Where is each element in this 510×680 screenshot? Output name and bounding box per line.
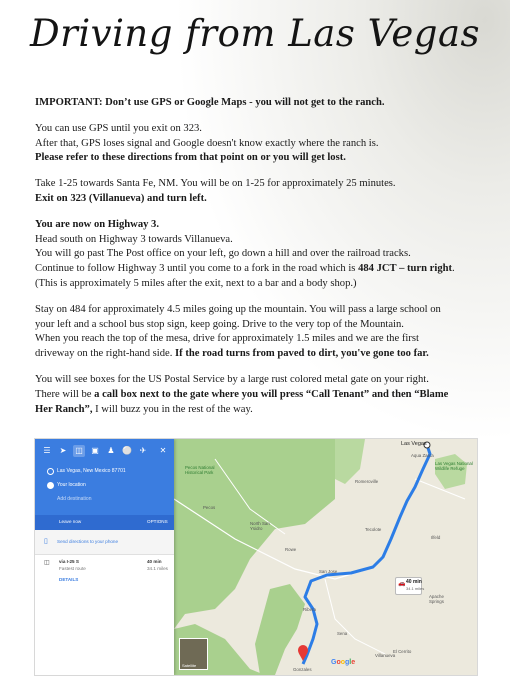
gate-paragraph (35, 373, 480, 417)
close-icon[interactable]: ✕ (159, 446, 167, 455)
phone-icon: ▯ (44, 538, 48, 545)
gps-line-2: After that, GPS loses signal and Google doesn't know exactly where the ranch is. (35, 137, 379, 149)
hwy484-paragraph (35, 303, 480, 362)
hwy3-paragraph (35, 218, 480, 292)
i25-line-1: Take 1-25 towards Santa Fe, NM. You will be on 1-25 for approximately 25 minutes. (35, 178, 396, 190)
place-label: Tecolote (365, 527, 382, 532)
place-label: Aqua Zarca (411, 453, 434, 458)
gate-line-2-text: There will be (35, 388, 95, 400)
gps-line-1: You can use GPS until you exit on 323. (35, 122, 202, 134)
place-label: Rowe (285, 547, 297, 552)
important-paragraph (35, 96, 480, 111)
callout-distance: 34.1 miles (406, 586, 425, 591)
leave-now-bar (35, 515, 174, 530)
send-directions-link[interactable]: Send directions to your phone (57, 539, 119, 544)
hwy484-line-3: When you reach the top of the mesa, drive for approximately 1.5 miles and we are the first (35, 333, 419, 345)
bike-mode-icon[interactable]: ⚪ (122, 446, 132, 455)
route-option[interactable] (35, 557, 174, 589)
place-label: San Jose (319, 569, 338, 574)
hwy3-line-2: You will go past The Post office on your left, go down a hill and over the railroad tracks. (35, 248, 411, 260)
destination-pin-icon (47, 482, 54, 489)
satellite-toggle[interactable] (179, 638, 208, 670)
route-via: via I-25 S (59, 559, 79, 564)
gate-line-2 (35, 388, 480, 403)
gate-ranch-name: Her Ranch”, (35, 403, 93, 415)
hwy484-line-1: Stay on 484 for approximately 4.5 miles going up the mountain. You will pass a large school on (35, 303, 441, 315)
place-label: El Cerrito (393, 649, 412, 654)
car-icon: ◫ (44, 560, 50, 566)
satellite-label: Satellite (182, 663, 197, 668)
directions-header (35, 439, 174, 530)
place-label: Sena (337, 631, 348, 636)
hwy3-line-3-text: Continue to follow Highway 3 until you come to a fork in the road which is (35, 263, 359, 275)
gps-line-3: Please refer to these directions from that point on or you will get lost. (35, 152, 346, 164)
directions-panel (35, 439, 174, 675)
transit-mode-icon[interactable]: ▣ (91, 446, 99, 455)
hwy484-warning: If the road turns from paved to dirt, you've gone too far. (175, 348, 429, 360)
hwy484-line-4 (35, 347, 480, 362)
hwy484-line-2: your left and a school bus stop sign, keep going. Drive to the very top of the Mountain. (35, 318, 404, 330)
i25-exit: Exit on 323 (Villanueva) and turn left. (35, 192, 207, 204)
callout-time: 40 min (406, 579, 422, 585)
hwy484-line-4-text: driveway on the right-hand side. (35, 348, 176, 360)
hwy3-line-3-end: . (452, 263, 455, 275)
route-subtitle: Fastest route (59, 566, 86, 571)
google-logo: Google (331, 659, 356, 666)
gps-paragraph (35, 122, 480, 166)
route-callout[interactable] (395, 577, 425, 595)
travel-mode-bar (41, 445, 169, 459)
details-link[interactable]: DETAILS (59, 577, 79, 582)
place-label: Romeroville (355, 479, 379, 484)
gate-line-3-text: I will buzz you in the rest of the way. (92, 403, 253, 415)
send-to-phone-row[interactable] (35, 530, 174, 555)
place-label: Pecos National Historical Park (185, 465, 215, 475)
place-label: Gonzales (293, 667, 312, 672)
i25-paragraph (35, 177, 480, 207)
place-label: Pecos (203, 505, 216, 510)
car-icon: 🚗 (398, 581, 406, 587)
menu-icon[interactable]: ☰ (43, 446, 51, 455)
place-label: Apache Springs (429, 594, 444, 604)
route-distance: 34.1 miles (147, 566, 168, 571)
hwy3-line-3 (35, 262, 480, 277)
gate-line-1: You will see boxes for the US Postal Service by a large rust colored metal gate on your right. (35, 373, 429, 385)
gate-line-3 (35, 403, 480, 418)
place-label: Las Vegas (401, 441, 427, 447)
hwy3-line-1: Head south on Highway 3 towards Villanueva. (35, 233, 233, 245)
origin-dot-icon (47, 468, 54, 475)
walk-mode-icon[interactable]: ♟ (107, 446, 115, 455)
directions-document (35, 96, 480, 428)
hwy3-junction: 484 JCT – turn right (358, 263, 453, 275)
car-mode-icon[interactable]: ◫ (73, 445, 85, 457)
leave-now-dropdown[interactable]: Leave now (59, 519, 82, 524)
destination-field[interactable]: Your location (57, 482, 86, 488)
hwy3-heading: You are now on Highway 3. (35, 218, 160, 230)
place-label: Ilfeld (431, 535, 441, 540)
options-button[interactable]: OPTIONS (147, 519, 168, 524)
origin-field[interactable]: Las Vegas, New Mexico 87701 (57, 468, 126, 474)
place-label: North San Ysidro (250, 521, 270, 531)
plane-mode-icon[interactable]: ✈ (139, 446, 147, 455)
place-label: Las Vegas National Wildlife Refuge (435, 461, 473, 471)
directions-icon[interactable]: ➤ (59, 446, 67, 455)
add-destination[interactable]: Add destination (57, 496, 92, 502)
place-label: Ribera (303, 607, 316, 612)
hwy3-line-4: (This is approximately 5 miles after the exit, next to a bar and a body shop.) (35, 277, 357, 289)
route-time: 40 min (147, 559, 162, 564)
page-title: Driving from Las Vegas (30, 12, 481, 55)
place-label: Villanueva (375, 653, 396, 658)
important-warning: IMPORTANT: Don’t use GPS or Google Maps - you will not get to the ranch. (35, 97, 385, 108)
route-map[interactable] (34, 438, 478, 676)
gate-callbox: a call box next to the gate where you will press “Call Tenant” and then “Blame (94, 388, 449, 400)
